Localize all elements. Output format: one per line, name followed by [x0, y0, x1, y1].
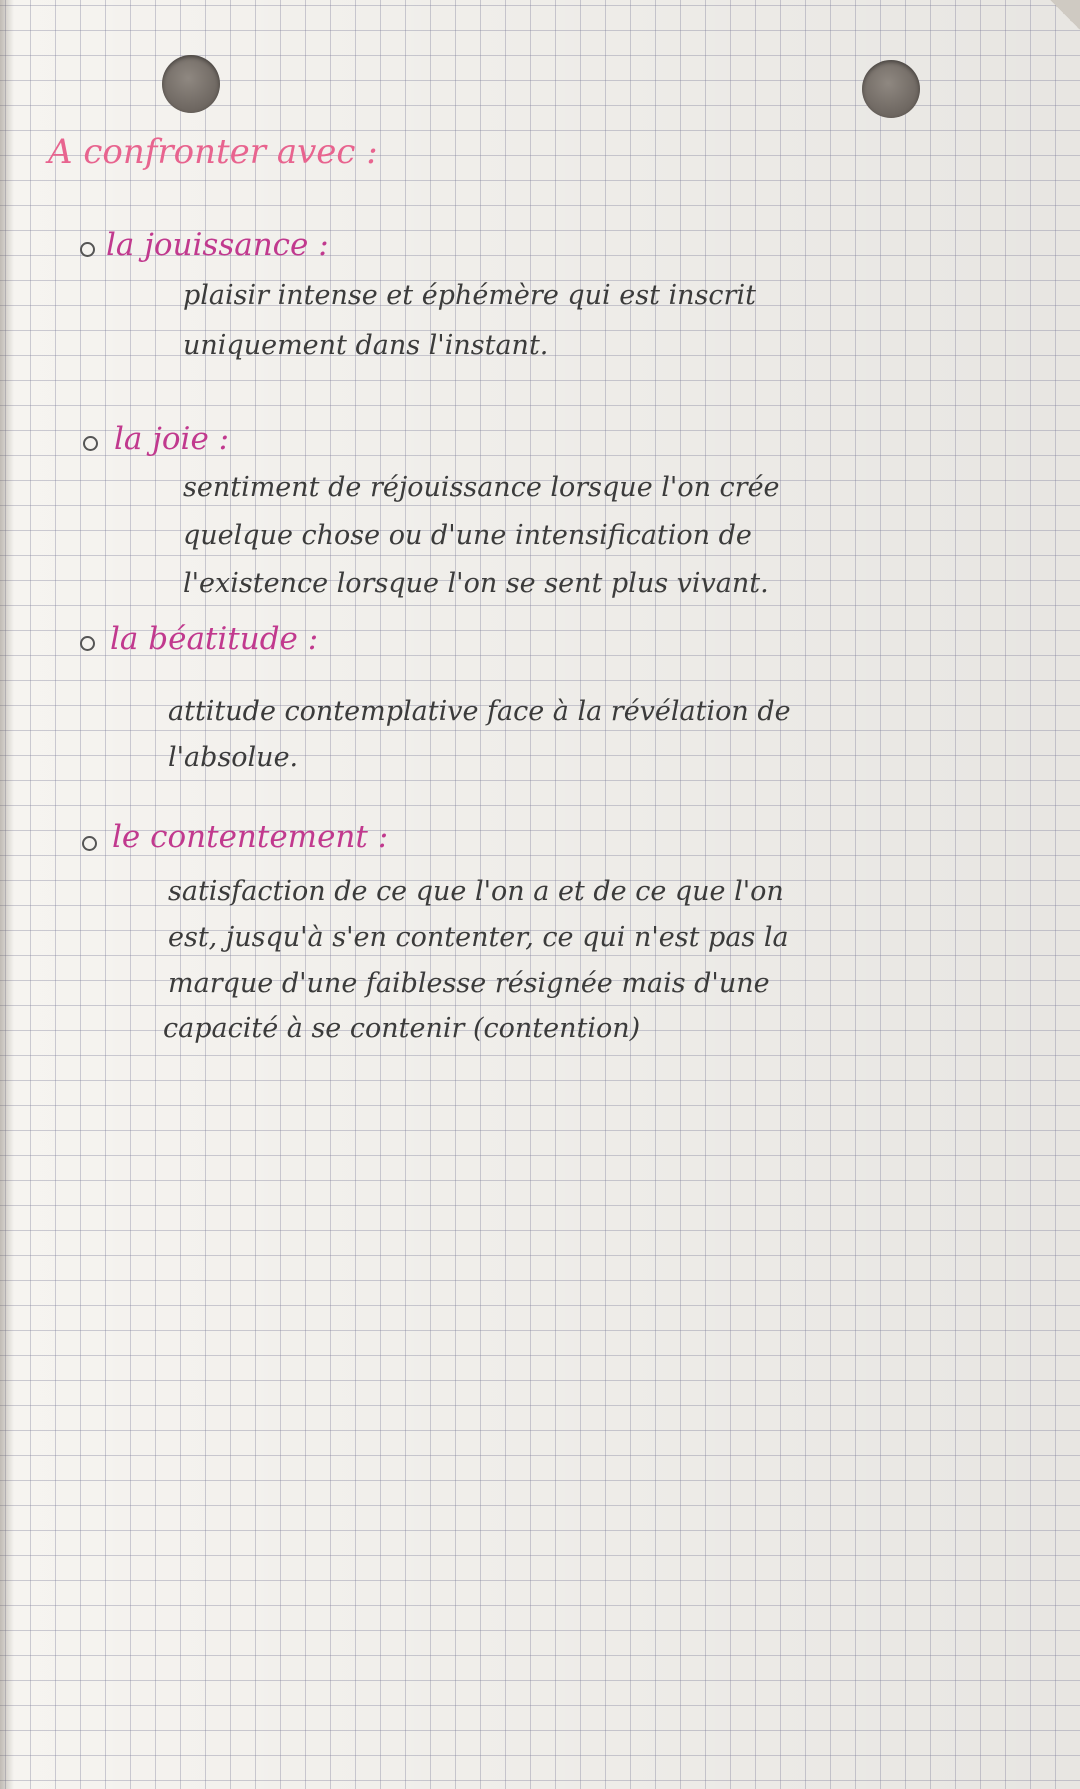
- definition-line: capacité à se contenir (contention): [163, 1013, 641, 1044]
- definition-line: uniquement dans l'instant.: [183, 330, 549, 361]
- definition-line: satisfaction de ce que l'on a et de ce que l'on: [168, 876, 784, 907]
- definition-line: plaisir intense et éphémère qui est inscrit: [183, 280, 756, 311]
- punch-hole-right: [862, 60, 920, 118]
- punch-hole-left: [162, 55, 220, 113]
- definition-line: l'absolue.: [168, 742, 299, 773]
- card-corner: [1050, 0, 1080, 30]
- term-jouissance: la jouissance :: [106, 227, 329, 263]
- definition-line: marque d'une faiblesse résignée mais d'une: [168, 968, 770, 999]
- term-beatitude: la béatitude :: [110, 621, 319, 657]
- card-edge-shadow: [0, 0, 14, 1789]
- bullet-icon: [80, 242, 95, 257]
- bullet-icon: [83, 436, 98, 451]
- bullet-icon: [82, 836, 97, 851]
- definition-line: quelque chose ou d'une intensification de: [183, 520, 752, 551]
- bullet-icon: [80, 636, 95, 651]
- definition-line: attitude contemplative face à la révélation de: [168, 696, 791, 727]
- term-joie: la joie :: [114, 421, 230, 457]
- definition-line: est, jusqu'à s'en contenter, ce qui n'est pas la: [168, 922, 789, 953]
- definition-line: l'existence lorsque l'on se sent plus vivant.: [183, 568, 769, 599]
- definition-line: sentiment de réjouissance lorsque l'on crée: [183, 472, 780, 503]
- term-contentement: le contentement :: [112, 819, 389, 855]
- heading: A confronter avec :: [48, 132, 378, 172]
